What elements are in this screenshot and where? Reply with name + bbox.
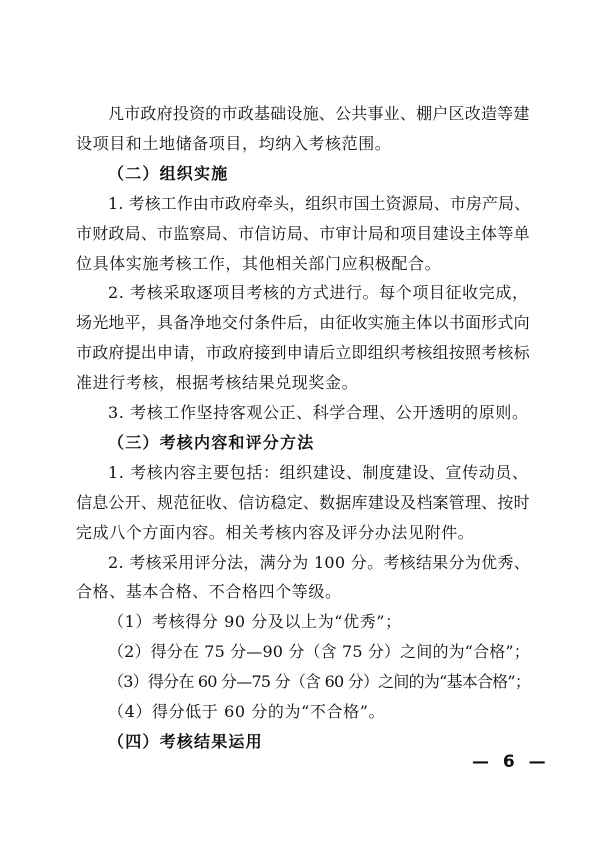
body-line: 场光地平，具备净地交付条件后，由征收实施主体以书面形式向 [76, 313, 530, 332]
list-item: （3）得分在 60 分—75 分（含 60 分）之间的为“基本合格”； [108, 672, 531, 691]
body-line: 准进行考核，根据考核结果兑现奖金。 [76, 373, 359, 392]
list-item: （1）考核得分 90 分及以上为“优秀”； [108, 612, 402, 631]
body-line: 合格、基本合格、不合格四个等级。 [76, 582, 342, 601]
body-line: 3. 考核工作坚持客观公正、科学合理、公开透明的原则。 [108, 403, 529, 422]
body-line: 市财政局、市监察局、市信访局、市审计局和项目建设主体等单 [76, 224, 530, 243]
section-heading: （四）考核结果运用 [108, 732, 263, 751]
page-number: — 6 — [472, 752, 550, 772]
body-line: 市政府提出申请，市政府接到申请后立即组织考核组按照考核标 [76, 343, 530, 362]
body-line: 2. 考核采用评分法，满分为 100 分。考核结果分为优秀、 [108, 553, 531, 572]
body-line: 设项目和土地储备项目，均纳入考核范围。 [76, 134, 392, 153]
body-line: 2. 考核采取逐项目考核的方式进行。每个项目征收完成， [108, 283, 529, 302]
body-line: 1. 考核内容主要包括：组织建设、制度建设、宣传动员、 [108, 463, 529, 482]
body-line: 位具体实施考核工作，其他相关部门应积极配合。 [76, 254, 442, 273]
section-heading: （二）组织实施 [108, 164, 229, 183]
body-line: 1. 考核工作由市政府牵头，组织市国土资源局、市房产局、 [108, 194, 531, 213]
body-line: 完成八个方面内容。相关考核内容及评分办法见附件。 [76, 523, 475, 542]
section-heading: （三）考核内容和评分方法 [108, 433, 315, 452]
body-line: 凡市政府投资的市政基础设施、公共事业、棚户区改造等建 [108, 104, 530, 123]
list-item: （4）得分低于 60 分的为“不合格”。 [108, 702, 386, 721]
body-line: 信息公开、规范征收、信访稳定、数据库建设及档案管理、按时 [76, 493, 530, 512]
list-item: （2）得分在 75 分—90 分（含 75 分）之间的为“合格”； [108, 642, 530, 661]
